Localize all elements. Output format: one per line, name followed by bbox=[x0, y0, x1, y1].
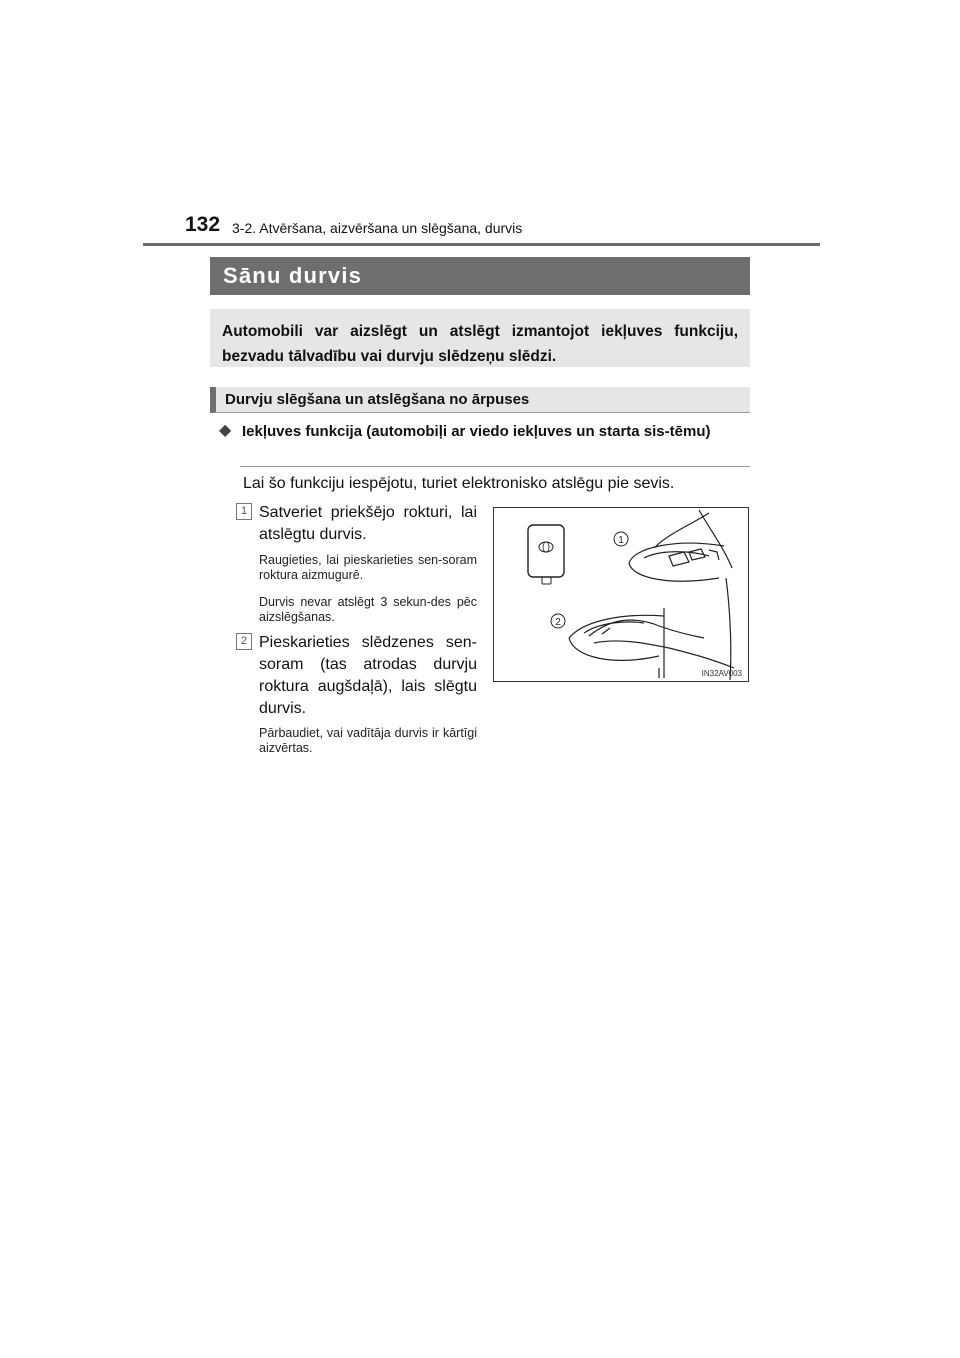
hand-gripping-handle-icon bbox=[629, 510, 732, 680]
illustration-drawing bbox=[494, 508, 748, 681]
step-1-note-2: Durvis nevar atslēgt 3 sekun-des pēc aizslēgšanas. bbox=[259, 595, 477, 624]
intro-summary: Automobili var aizslēgt un atslēgt izmantojot iekļuves funkciju, bezvadu tālvadību vai durvju slēdzeņu slēdzi. bbox=[210, 309, 750, 367]
step-number-1: 1 bbox=[236, 503, 252, 520]
hand-touching-sensor-icon bbox=[569, 608, 734, 678]
section-breadcrumb: 3-2. Atvēršana, aizvēršana un slēgšana, durvis bbox=[232, 220, 523, 236]
diamond-bullet-icon: ◆ bbox=[219, 422, 232, 439]
callout-1-icon bbox=[614, 532, 628, 546]
step-number-2: 2 bbox=[236, 633, 252, 650]
door-handle-illustration bbox=[493, 507, 749, 682]
section-subheading: Durvju slēgšana un atslēgšana no ārpuses bbox=[210, 387, 750, 413]
step-2-text: Pieskarieties slēdzenes sen-soram (tas atrodas durvju roktura augšdaļā), lais slēgtu durvis. bbox=[259, 634, 477, 717]
header-divider bbox=[143, 243, 820, 246]
figure-code: IN32AV003 bbox=[701, 669, 742, 678]
page-number: 132 bbox=[185, 213, 221, 236]
svg-text:2: 2 bbox=[555, 617, 561, 628]
step-2-note-1: Pārbaudiet, vai vadītāja durvis ir kārtīgi aizvērtas. bbox=[259, 726, 477, 755]
smart-key-icon bbox=[528, 525, 564, 584]
page-title-bar bbox=[210, 257, 750, 295]
svg-text:1: 1 bbox=[618, 535, 624, 546]
item-lead-text: Lai šo funkciju iespējotu, turiet elektronisko atslēgu pie sevis. bbox=[243, 475, 675, 492]
item-heading: Iekļuves funkcija (automobiļi ar viedo iekļuves un starta sis-tēmu) bbox=[242, 423, 711, 440]
step-1-text: Satveriet priekšējo rokturi, lai atslēgtu durvis. bbox=[259, 504, 477, 543]
step-1-note-1: Raugieties, lai pieskarieties sen-soram roktura aizmugurē. bbox=[259, 553, 477, 582]
item-divider bbox=[240, 466, 750, 467]
callout-2-icon bbox=[551, 614, 565, 628]
page-title: Sānu durvis bbox=[223, 263, 363, 288]
